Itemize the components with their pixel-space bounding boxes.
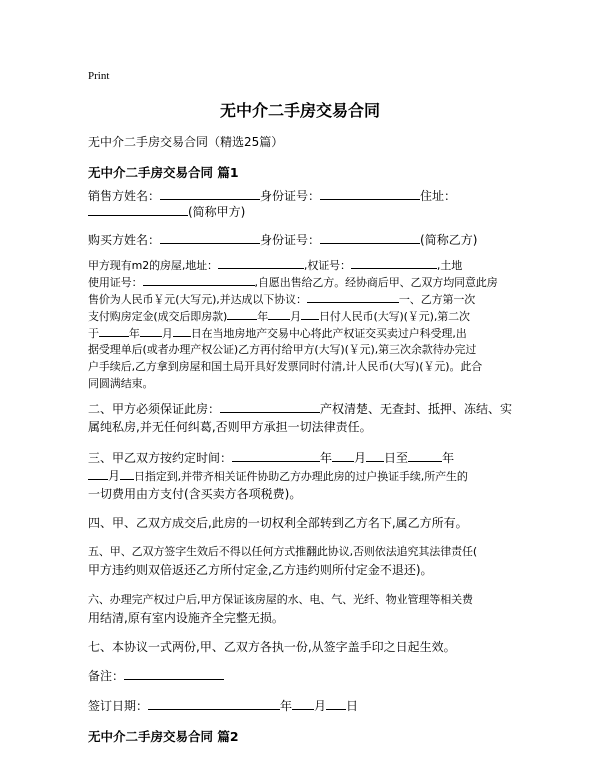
land-use-blank[interactable] xyxy=(143,273,255,286)
property-blank[interactable] xyxy=(220,400,320,413)
sign-date-line xyxy=(88,697,358,715)
buyer-id-blank[interactable] xyxy=(320,231,420,244)
sign-date-blank[interactable] xyxy=(148,697,280,710)
para1-text: 月 xyxy=(161,327,173,340)
para1-text: 售价为人民币￥元(大写元),并达成以下协议： xyxy=(88,293,307,306)
date-blank[interactable] xyxy=(408,449,442,462)
para7-line: 七、本协议一式两份,甲、乙双方各执一份,从签字盖手印之日起生效。 xyxy=(88,640,456,654)
sign-month-blank[interactable] xyxy=(292,697,314,710)
para1-text: 于 xyxy=(88,327,99,340)
date-blank[interactable] xyxy=(140,324,162,337)
para1-line-7: 户手续后,乙方拿到房屋和国土局开具好发票同时付清,计人民币(大写)(￥元)。此合 xyxy=(88,360,483,373)
buyer-id-label: 身份证号： xyxy=(260,233,321,247)
date-blank[interactable] xyxy=(268,307,290,320)
date-blank[interactable] xyxy=(332,449,354,462)
para3-text: 日指定到,并带齐相关证件协助乙方办理此房的过户换证手续,所产生的 xyxy=(134,470,468,483)
seller-id-label: 身份证号： xyxy=(260,189,321,203)
para2-line-2: 属纯私房,并无任何纠葛,否则甲方承担一切法律责任。 xyxy=(88,420,372,434)
para1-text: 支付购房定金(成交后即房款) xyxy=(88,310,228,323)
seller-id-blank[interactable] xyxy=(320,187,420,200)
section-heading-1: 无中介二手房交易合同 篇1 xyxy=(88,165,239,180)
agreement-blank[interactable] xyxy=(307,290,399,303)
para5-line-2: 甲方违约则双倍返还乙方所付定金,乙方违约则所付定金不退还)。 xyxy=(88,563,433,577)
para1-line-6: 据受理单后(或者办理产权公证)乙方再付给甲方(大写)(￥元),第三次余款待办完过 xyxy=(88,343,477,356)
sign-day-blank[interactable] xyxy=(326,697,346,710)
date-blank[interactable] xyxy=(120,467,134,480)
para3-text: 年 xyxy=(442,451,455,465)
sign-date-label: 签订日期： xyxy=(88,699,149,713)
date-blank[interactable] xyxy=(301,307,319,320)
para2-line-1 xyxy=(88,400,512,418)
para1-text: 甲方现有m2的房屋,地址： xyxy=(88,259,218,272)
para1-text: 日付人民币(大写)(￥元),第二次 xyxy=(319,310,470,323)
sign-day-label: 日 xyxy=(346,699,359,713)
para1-text: 月 xyxy=(290,310,301,323)
document-subtitle: 无中介二手房交易合同（精选25篇） xyxy=(88,135,284,149)
remark-blank[interactable] xyxy=(124,667,224,680)
para3-line-2 xyxy=(88,467,468,486)
para1-text: 年 xyxy=(257,310,269,323)
date-blank[interactable] xyxy=(88,467,108,480)
para1-text: ,权证号： xyxy=(303,259,351,272)
para1-text: 一、乙方第一次 xyxy=(398,293,476,306)
para1-text: 年 xyxy=(128,327,140,340)
para1-text: 日在当地房地产交易中心将此产权证交买卖过户科受理,出 xyxy=(190,327,467,340)
remark-line xyxy=(88,667,224,685)
date-blank[interactable] xyxy=(366,449,384,462)
para1-text: ,土地 xyxy=(436,259,463,272)
para1-text: 使用证号： xyxy=(88,276,143,289)
address-blank[interactable] xyxy=(218,256,304,269)
seller-address-blank[interactable] xyxy=(88,203,188,216)
date-blank[interactable] xyxy=(99,324,129,337)
para3-text: 月 xyxy=(108,469,121,483)
date-blank[interactable] xyxy=(173,324,191,337)
para3-text: 日至 xyxy=(384,451,409,465)
para5-line-1: 五、甲、乙双方签字生效后不得以任何方式推翻此协议,否则依法追究其法律责任( xyxy=(88,545,478,558)
seller-address-label: 住址： xyxy=(420,189,457,203)
para2-text: 二、甲方必须保证此房： xyxy=(88,402,221,416)
para3-line-1 xyxy=(88,449,454,467)
para6-line-2: 用结清,原有室内设施齐全完整无损。 xyxy=(88,611,284,625)
para3-line-3: 一切费用由方支付(含买卖方各项税费)。 xyxy=(88,487,302,501)
buyer-name-label: 购买方姓名： xyxy=(88,233,161,247)
para1-line-8: 同圆满结束。 xyxy=(88,377,154,390)
remark-label: 备注： xyxy=(88,669,125,683)
para3-text: 三、甲乙双方按约定时间： xyxy=(88,451,233,465)
date-blank[interactable] xyxy=(227,307,257,320)
para1-text: ,自愿出售给乙方。经协商后甲、乙双方均同意此房 xyxy=(254,276,498,289)
sign-year-label: 年 xyxy=(280,699,293,713)
section-heading-2: 无中介二手房交易合同 篇2 xyxy=(88,729,239,744)
buyer-short-label: (简称乙方) xyxy=(420,233,478,247)
buyer-name-blank[interactable] xyxy=(160,231,260,244)
sign-month-label: 月 xyxy=(314,699,327,713)
para4-line: 四、甲、乙双方成交后,此房的一切权利全部转到乙方名下,属乙方所有。 xyxy=(88,516,468,530)
seller-line-2 xyxy=(88,203,245,221)
para2-text: 产权清楚、无查封、抵押、冻结、实 xyxy=(320,402,513,416)
para6-line-1: 六、办理完产权过户后,甲方保证该房屋的水、电、气、光纤、物业管理等相关费 xyxy=(88,593,473,606)
para3-text: 年 xyxy=(320,451,333,465)
time-blank[interactable] xyxy=(232,449,320,462)
seller-short-label: (简称甲方) xyxy=(188,205,246,219)
print-link[interactable]: Print xyxy=(88,70,110,82)
seller-name-label: 销售方姓名： xyxy=(88,189,161,203)
para3-text: 月 xyxy=(354,451,367,465)
document-title: 无中介二手房交易合同 xyxy=(219,101,380,120)
buyer-line xyxy=(88,231,477,249)
seller-name-blank[interactable] xyxy=(160,187,260,200)
certificate-blank[interactable] xyxy=(351,256,437,269)
